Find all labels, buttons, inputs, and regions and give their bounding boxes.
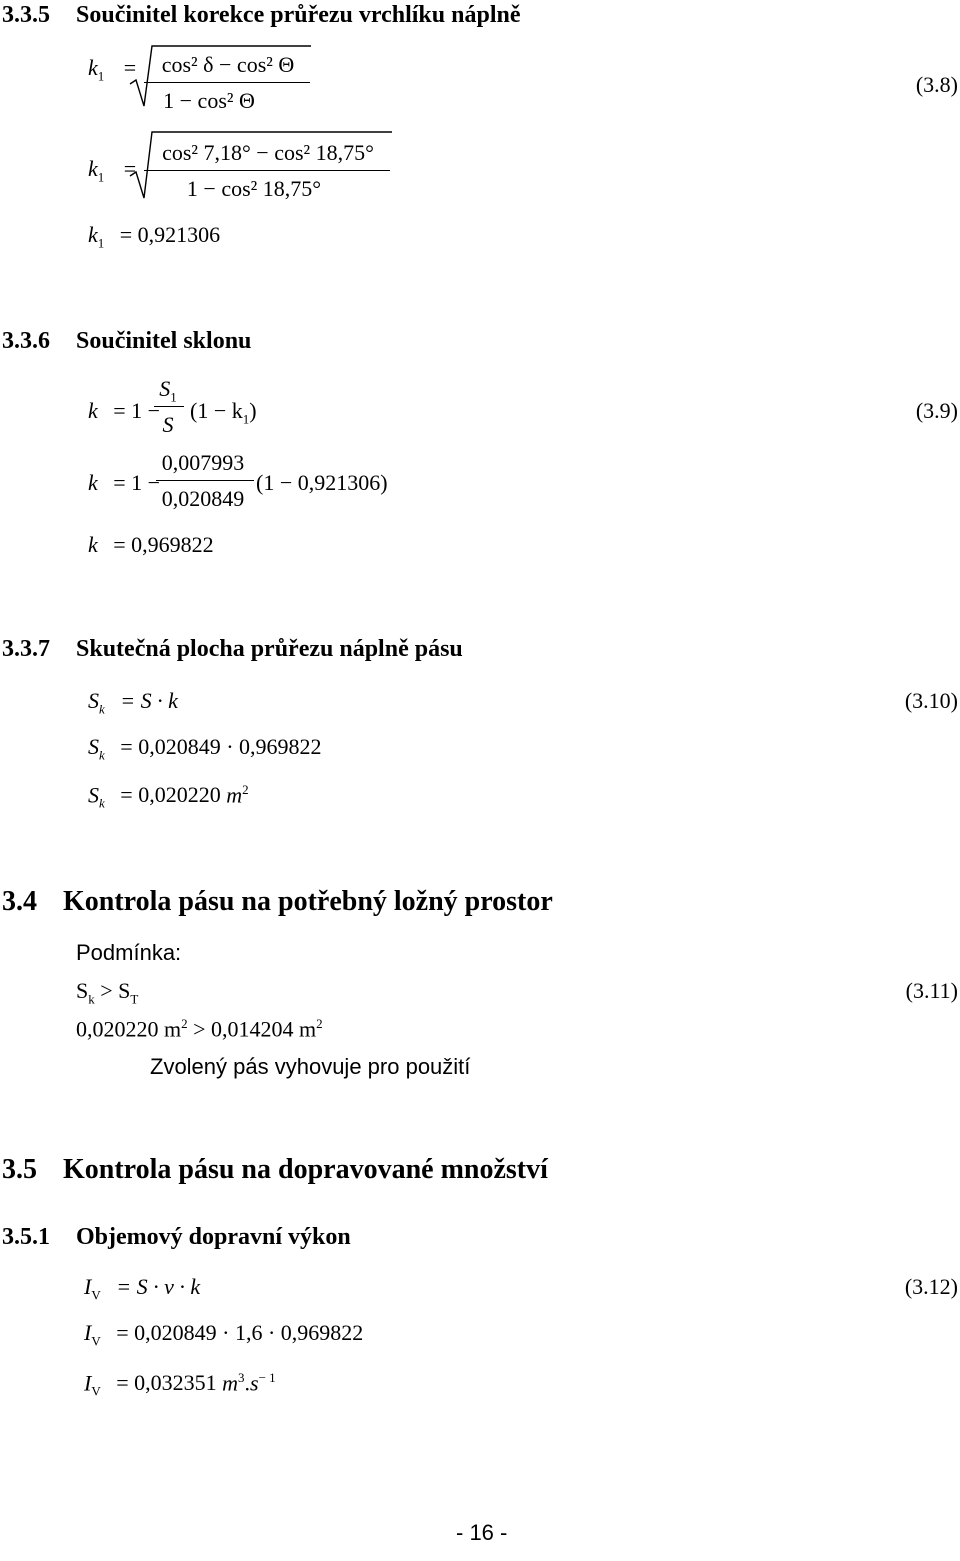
eq-3-9-numerator: $S_1$	[159, 376, 177, 405]
eq-3-9-subst-numerator: 0,007993	[161, 450, 245, 475]
eq-3-9-subst-denominator: 0,020849	[161, 486, 245, 511]
eq-3-8-lhs: $k_1$ =	[88, 55, 137, 84]
eq-3-8-result: $k_1 = 0,921306$	[88, 222, 221, 251]
equation-number: (3.11)	[905, 978, 958, 1003]
condition-label: Podmínka:	[76, 940, 182, 965]
eq-3-10-subst: $S_k = 0,020849 \cdot 0,969822$	[88, 734, 322, 763]
fraction-bar	[154, 406, 184, 407]
eq-3-8-subst-numerator: cos² 7,18° − cos² 18,75°	[162, 140, 374, 165]
fraction-bar	[156, 480, 254, 481]
section-number: 3.3.5	[2, 2, 50, 28]
equation-number: (3.10)	[904, 688, 958, 713]
eq-3-9-denominator: S	[162, 412, 174, 437]
eq-3-10-formula: $S_k = S \cdot k$	[88, 688, 178, 717]
condition-values: 0,020220 $m^2 > 0,014204$ $m^2$	[76, 1016, 323, 1042]
eq-3-8-subst-denominator: 1 − cos² 18,75°	[186, 176, 322, 201]
eq-3-9-lhs: k = 1 −	[88, 398, 161, 423]
section-heading-3-3-7: 3.3.7 Skutečná plocha průřezu náplně pásu	[2, 636, 463, 662]
fraction-bar	[144, 170, 390, 171]
condition-inequality: $S_k > S_T$	[76, 978, 139, 1007]
section-heading-3-3-6: 3.3.6 Součinitel sklonu	[2, 328, 252, 354]
fraction-bar	[144, 82, 310, 83]
eq-3-8-subst-lhs: $k_1$ =	[88, 156, 137, 185]
eq-3-10-result: $S_k = 0,020220$ $m^2$	[88, 782, 249, 811]
eq-3-8-numerator: cos² δ − cos² Θ	[161, 52, 295, 77]
equation-number: (3.9)	[915, 398, 958, 423]
eq-3-9-subst-factor: (1 − 0,921306)	[256, 470, 388, 495]
eq-3-9-result: k = 0,969822	[88, 532, 214, 557]
eq-3-12-subst: $I_V = 0,020849 \cdot 1,6 \cdot 0,969822$	[84, 1320, 364, 1349]
section-heading-3-5: 3.5 Kontrola pásu na dopravované množství	[2, 1154, 548, 1185]
page-number: - 16 -	[456, 1520, 508, 1545]
eq-3-12-formula: $I_V = S \cdot v \cdot k$	[84, 1274, 201, 1303]
verdict-text: Zvolený pás vyhovuje pro použití	[150, 1054, 471, 1079]
section-heading-3-3-5	[2, 2, 520, 29]
section-heading-3-4: 3.4 Kontrola pásu na potřebný ložný prostor	[2, 886, 553, 917]
eq-3-12-result: $I_V = 0,032351$ $m^3.s^{- 1}$	[84, 1370, 276, 1399]
eq-3-8-denominator: 1 − cos² Θ	[163, 88, 255, 113]
eq-3-9-factor: $(1 - k_1)$	[190, 398, 257, 427]
equation-number: (3.8)	[915, 72, 958, 97]
section-title: Součinitel korekce průřezu vrchlíku náplně	[76, 2, 521, 28]
section-heading-3-5-1: 3.5.1 Objemový dopravní výkon	[2, 1224, 351, 1250]
equation-number: (3.12)	[904, 1274, 958, 1299]
eq-3-9-subst-lhs: k = 1 −	[88, 470, 161, 495]
